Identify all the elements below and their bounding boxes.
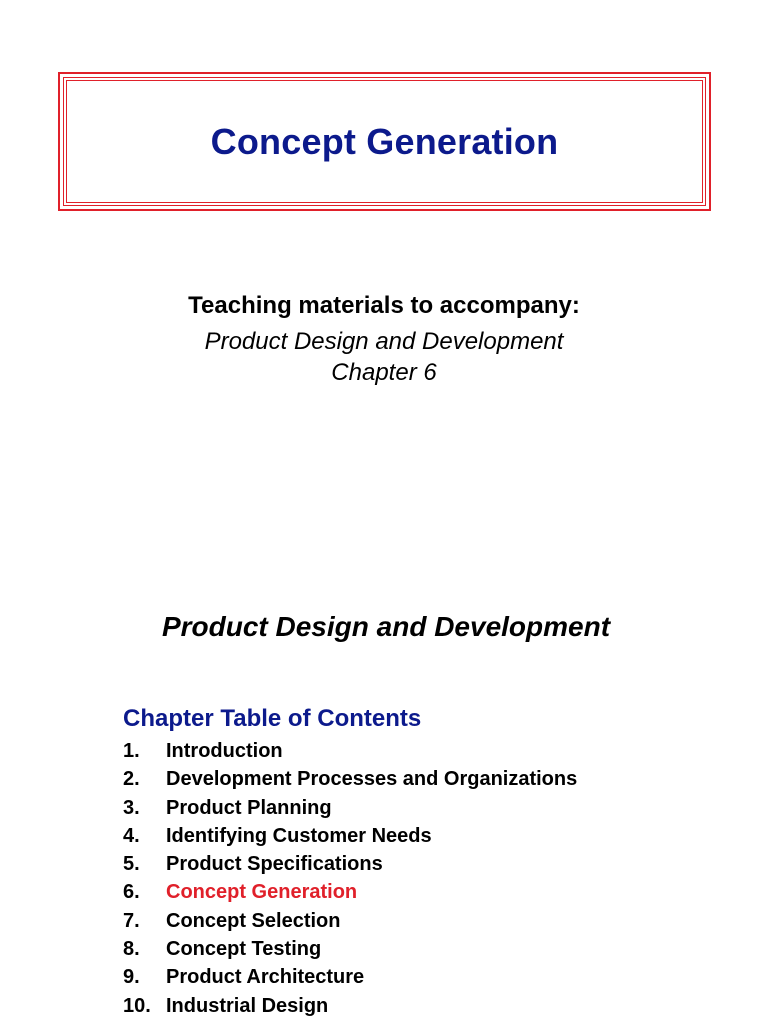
chapter-label: Chapter 6 (331, 359, 437, 386)
toc-heading: Chapter Table of Contents (123, 705, 422, 732)
toc-item-label: Identifying Customer Needs (166, 824, 432, 847)
toc-item-label: Product Planning (166, 796, 332, 819)
book-title: Product Design and Development (204, 328, 564, 355)
toc-item-label: Concept Testing (166, 938, 322, 961)
toc-item-number: 1. (123, 740, 140, 762)
toc-item-number: 5. (123, 853, 140, 876)
toc-item-label: Concept Generation (166, 881, 358, 904)
toc-item-number: 9. (123, 966, 140, 989)
title-frame-inner-2 (66, 80, 703, 203)
toc-item-number: 10. (123, 994, 151, 1017)
teaching-materials-line: Teaching materials to accompany: (188, 292, 580, 319)
section-heading: Product Design and Development (161, 611, 611, 642)
toc-item (123, 794, 577, 822)
toc-item-number: 4. (123, 824, 140, 847)
toc-item-number: 3. (123, 796, 140, 819)
toc-item-label: Development Processes and Organizations (166, 768, 578, 791)
title-frame-inner (63, 77, 706, 206)
toc-item-label: Product Architecture (166, 966, 365, 989)
toc-item (123, 963, 577, 991)
page-title: Concept Generation (210, 120, 559, 162)
title-frame (58, 72, 711, 211)
toc-list (123, 737, 577, 1020)
toc-item-number: 6. (123, 881, 140, 904)
toc-item-number: 7. (123, 909, 140, 932)
toc-item (123, 992, 577, 1020)
toc-item-number: 2. (123, 768, 140, 791)
toc-item-current (123, 878, 577, 906)
toc-item (123, 765, 577, 793)
toc-item-label: Concept Selection (166, 909, 341, 932)
toc-item-label: Industrial Design (166, 994, 329, 1017)
toc-item (123, 907, 577, 935)
toc-item-label: Product Specifications (166, 853, 383, 876)
toc-item-number: 8. (123, 938, 140, 961)
toc-item (123, 737, 577, 765)
toc-item (123, 850, 577, 878)
toc-item (123, 935, 577, 963)
toc-item (123, 822, 577, 850)
toc-item-label: Introduction (166, 740, 283, 762)
